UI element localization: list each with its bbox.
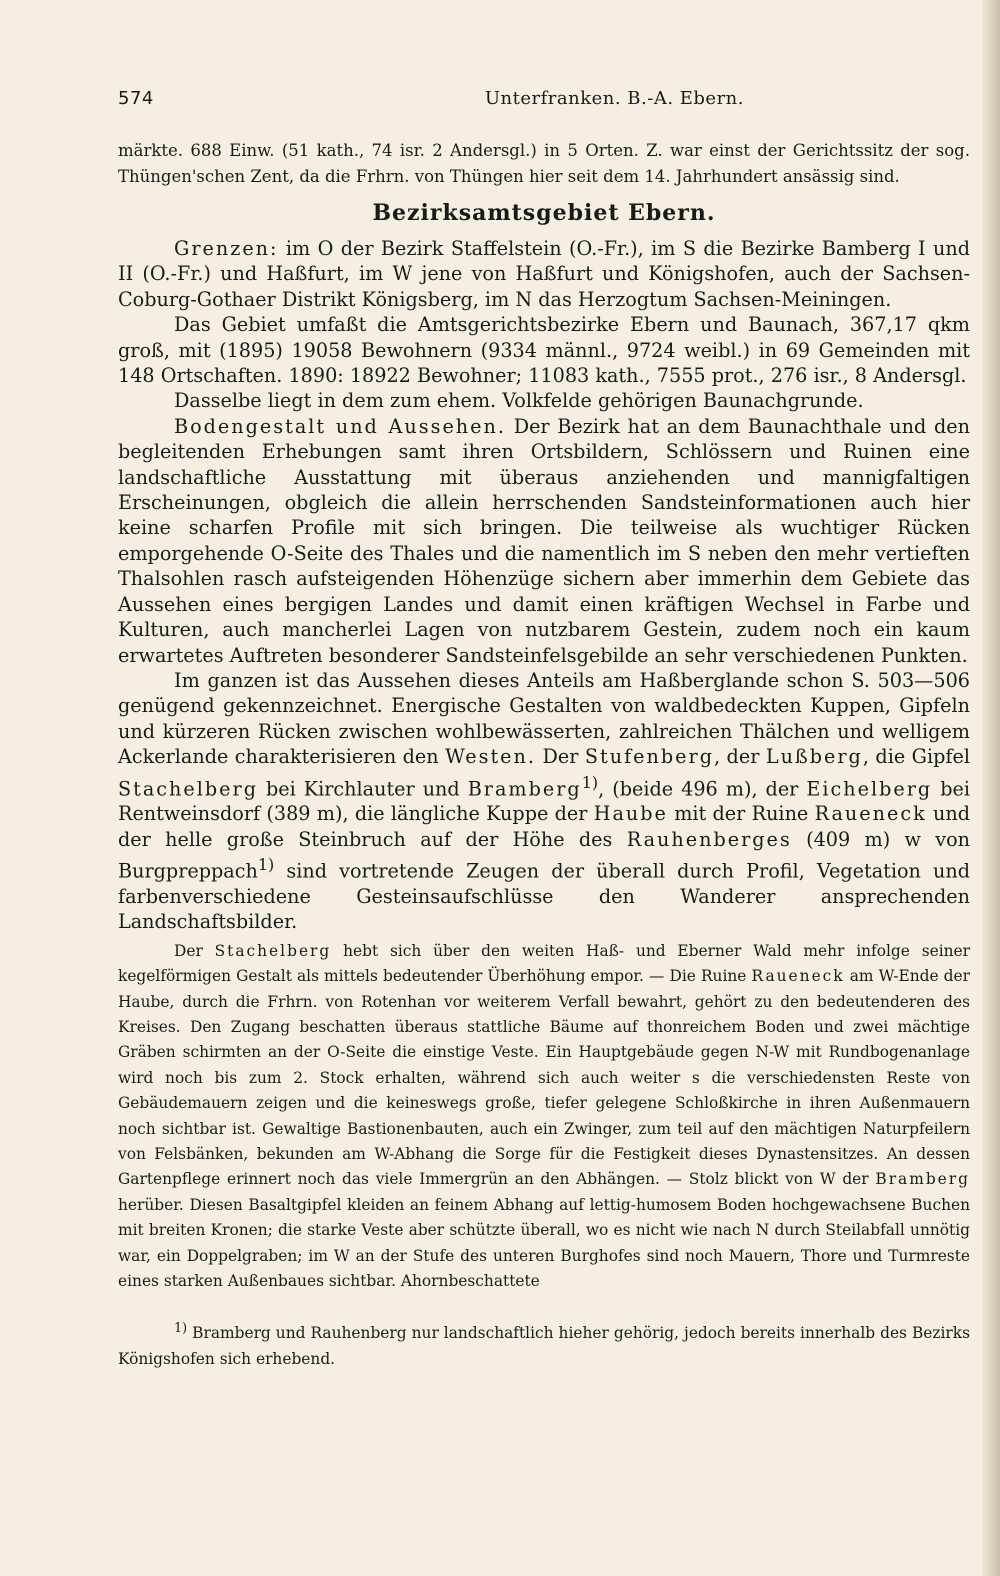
emph-term: Stufenberg [584,745,714,769]
emph-term: Bramberg [467,776,582,800]
page-number: 574 [118,88,154,109]
emph-term: Lußberg [765,745,863,769]
lead-term: Bodengestalt und Aussehen. [174,414,506,438]
paragraph-west: Im ganzen ist das Aussehen dieses Anteils am Haßberglande schon S. 503—506 genügend gekennzeichnet. Energische Gestalten von waldbedeckten Kuppen, Gipfeln und kürzeren Rücken zwischen wohlbewässerten, zahlreichen Thälchen und welligem Ackerlande charakterisieren den Westen. Der Stufenberg, der Lußberg, die Gipfel Stachelberg bei Kirchlauter und Bramberg$^{1)}$, (beide 496 m), der Eichelberg bei Rentweinsdorf (389 m), die längliche Kuppe der Haube mit der Ruine Raueneck und der helle große Steinbruch auf der Höhe des Rauhenberges (409 m) w von Burgpreppach$^{1)}$ sind vortretende Zeugen der überall durch Profil, Vegetation und farbenverschiedene Gesteinsaufschlüsse den Wanderer ansprechenden Landschaftsbilder. [118,668,971,934]
section-title: Bezirksamtsgebiet Ebern. [372,200,716,226]
paragraph-location: Dasselbe liegt in dem zum ehem. Volkfelde gehörigen Baunachgrunde. [174,389,864,413]
emph-term: Westen. [445,745,536,769]
book-page [118,88,970,1372]
emph-term: Raueneck [814,802,927,826]
emph-term: Stachelberg [214,941,332,960]
page-header [118,88,970,118]
emph-term: Eichelberg [806,776,933,800]
emph-term: Haube [593,802,668,826]
body-text [118,236,970,935]
paragraph-area: Das Gebiet umfaßt die Amtsgerichtsbezirke Ebern und Baunach, 367,17 qkm groß, mit (1895) 19058 Bewohnern (9334 männl., 9724 weibl.) in 69 Gemeinden mit 148 Ortschaften. 1890: 18922 Bewohner; 11083 kath., 7555 prot., 276 isr., 8 Andersgl. [118,313,970,388]
continuation-text: märkte. 688 Einw. (51 kath., 74 isr. 2 Andersgl.) in 5 Orten. Z. war einst der Gerichtssitz der sog. Thüngen'schen Zent, da die Frhrn. von Thüngen hier seit dem 14. Jahrhundert ansässig sind. [118,141,970,186]
emph-term: Stachelberg [118,776,258,800]
emph-term: Rauhenberges [626,827,792,851]
running-title: Unterfranken. B.-A. Ebern. [484,88,744,109]
footnote: $^{1)}$ Bramberg und Rauhenberg nur landschaftlich hieher gehörig, jedoch bereits innerhalb des Bezirks Königshofen sich erhebend. [118,1321,970,1368]
page-edge [982,0,1000,1576]
emph-term: Raueneck [751,967,845,986]
paragraph-borders: Grenzen: im O der Bezirk Staffelstein (O.-Fr.), im S die Bezirke Bamberg I und II (O.-Fr.) und Haßfurt, im W jene von Haßfurt und Königshofen, auch der Sachsen-Coburg-Gothaer Distrikt Königsberg, im N das Herzogtum Sachsen-Meiningen. [118,237,970,311]
lead-term: Grenzen: [174,237,279,260]
footnote-ref[interactable]: 1) [257,855,275,875]
paragraph-landform: Bodengestalt und Aussehen. Der Bezirk hat an dem Baunachthale und den begleitenden Erhebungen samt ihren Ortsbildern, Schlössern und Ruinen eine landschaftliche Ausstattung mit überaus anziehenden und mannigfaltigen Erscheinungen, obgleich die allein herrschenden Sandsteinformationen auch hier keine scharfen Profile mit sich bringen. Die teilweise als wuchtiger Rücken emporgehende O-Seite des Thales und die namentlich im S neben den mehr vertieften Thalsohlen rasch aufsteigenden Höhenzüge sichern aber immerhin dem Gebiete das Aussehen eines bergigen Landes und damit einen kräftigen Wechsel in Farbe und Kulturen, auch mancherlei Lagen von nutzbarem Gestein, zudem noch ein kaum erwartetes Auftreten besonderer Sandsteinfelsgebilde an sehr verschiedenen Punkten. [118,414,970,667]
footnote-marker: 1) [174,1321,188,1337]
emph-term: Bramberg [875,1170,970,1189]
footnote-ref[interactable]: 1) [581,772,599,792]
small-print-note: Der Stachelberg hebt sich über den weiten Haß- und Eberner Wald mehr infolge seiner kegelförmigen Gestalt als mittels bedeutender Überhöhung empor. — Die Ruine Raueneck am W-Ende der Haube, durch die Frhrn. von Rotenhan vor weiterem Verfall bewahrt, gehört zu den bedeutenderen des Kreises. Den Zugang beschatten überaus stattliche Bäume auf thonreichem Boden und zwei mächtige Gräben schirmten an der O-Seite die einstige Veste. Ein Hauptgebäude gegen N-W mit Rundbogenanlage wird noch bis zum 2. Stock erhalten, während sich auch weiter s die verschiedensten Reste von Gebäudemauern zeigen und die keineswegs große, tiefer gelegene Schloßkirche in ihren Außenmauern noch sichtbar ist. Gewaltige Bastionenbauten, auch ein Zwinger, zum teil auf den mächtigen Naturpfeilern von Felsbänken, bekunden am W-Abhang die Sorge für die Festigkeit dieses Dynastensitzes. An dessen Gartenpflege erinnert noch das viele Immergrün an den Abhängen. — Stolz blickt von W der Bramberg herüber. Diesen Basaltgipfel kleiden an feinem Abhang auf lettig-humosem Boden hochgewachsene Buchen mit breiten Kronen; die starke Veste aber schützte überall, wo es nicht wie nach N durch Steilabfall unnötig war, ein Doppelgraben; im W an der Stufe des unteren Burghofes sind noch Mauern, Thore und Turmreste eines starken Außenbaues sichtbar. Ahornbeschattete [118,941,970,1291]
